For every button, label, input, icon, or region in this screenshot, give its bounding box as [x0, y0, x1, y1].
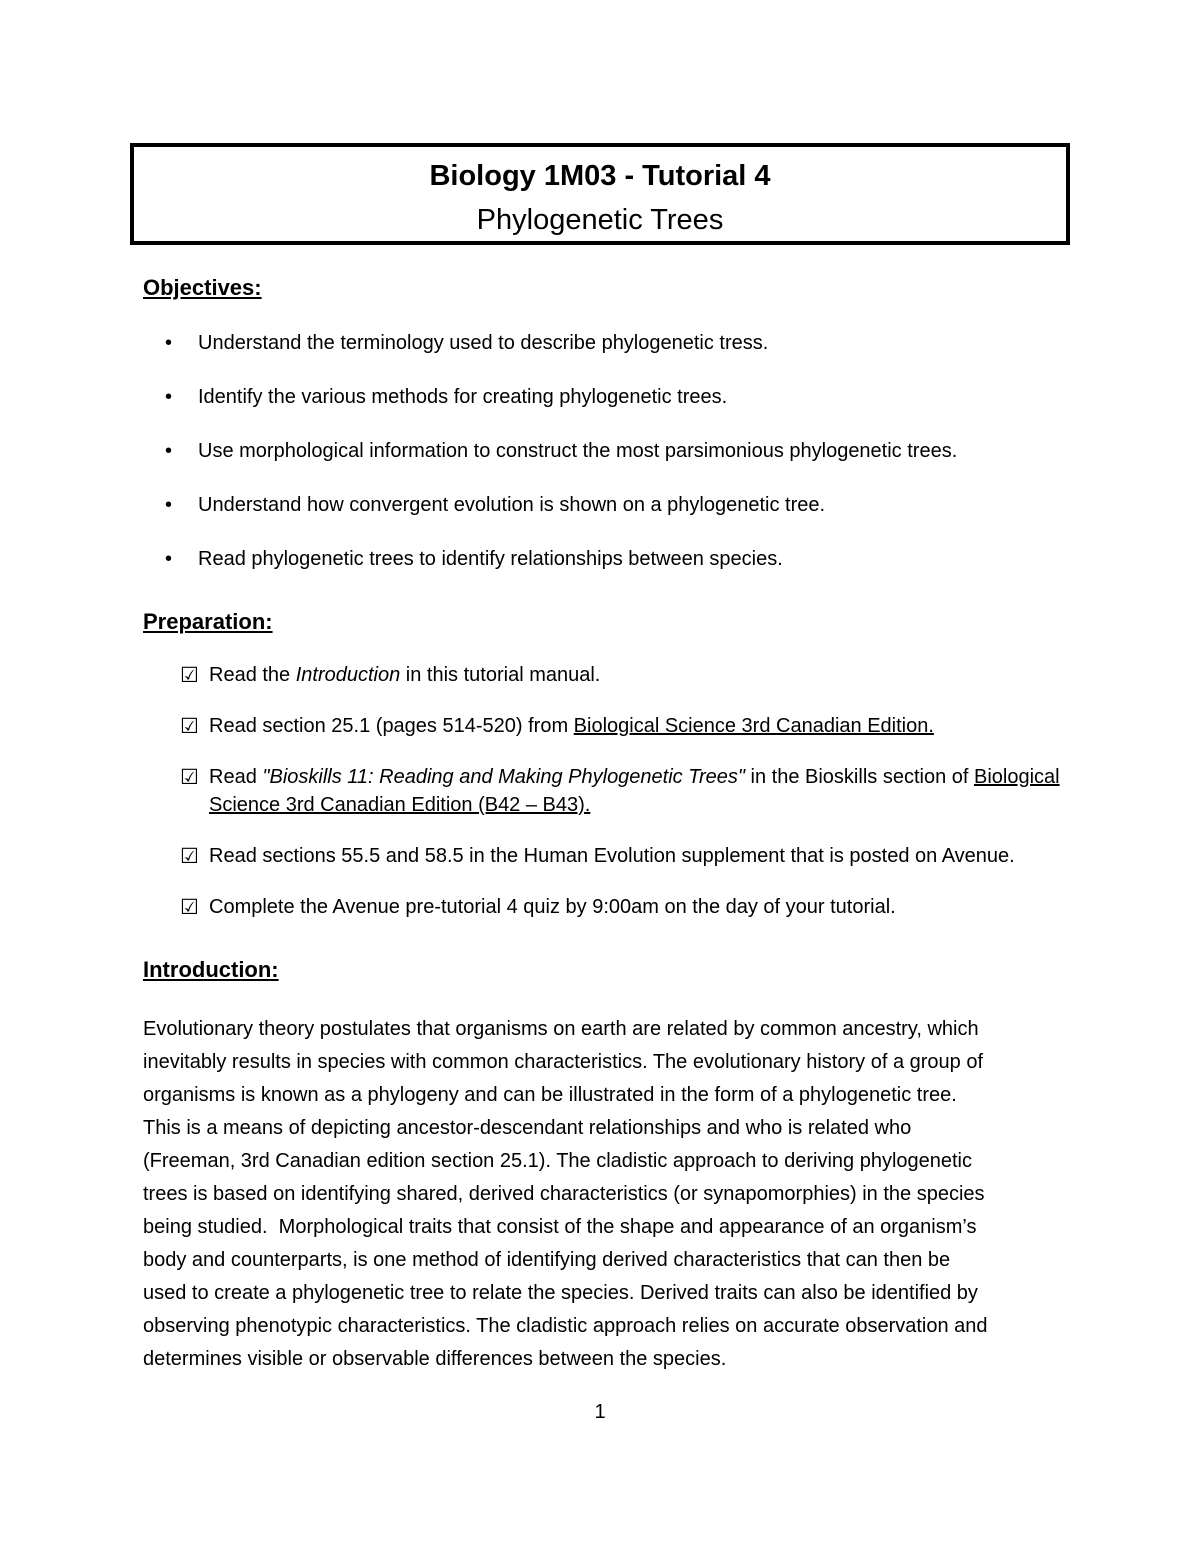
preparation-item-text: Read the	[209, 664, 296, 686]
introduction-line: Evolutionary theory postulates that organisms on earth are related by common ancestry, which	[143, 1018, 979, 1040]
introduction-line: (Freeman, 3rd Canadian edition section 25.1). The cladistic approach to deriving phylogenetic	[143, 1150, 973, 1172]
bullet-icon: •	[165, 548, 173, 570]
preparation-item-text: Read sections 55.5 and 58.5 in the Human Evolution supplement that is posted on Avenue.	[209, 845, 1015, 867]
preparation-item-text: "Bioskills 11: Reading and Making Phylogenetic Trees"	[262, 766, 745, 788]
introduction-heading: Introduction:	[143, 957, 279, 982]
introduction-line: observing phenotypic characteristics. The cladistic approach relies on accurate observation and	[143, 1315, 988, 1337]
document-content	[130, 143, 1070, 1426]
bullet-icon: •	[165, 440, 173, 462]
page-number: 1	[594, 1401, 606, 1423]
preparation-item	[130, 661, 1070, 689]
preparation-item-text: Biological Science 3rd Canadian Edition.	[573, 715, 934, 737]
bullet-icon: •	[165, 494, 173, 516]
introduction-line: body and counterparts, is one method of identifying derived characteristics that can then be	[143, 1249, 951, 1271]
objective-item-text: Read phylogenetic trees to identify relationships between species.	[198, 548, 783, 570]
checked-checkbox-icon: ☑	[180, 765, 199, 789]
checked-checkbox-icon: ☑	[180, 663, 199, 687]
preparation-item	[130, 842, 1070, 870]
title-box	[130, 143, 1070, 245]
document-title: Biology 1M03 - Tutorial 4	[429, 160, 771, 192]
objective-item	[130, 383, 1070, 411]
preparation-item-text: Read section 25.1 (pages 514-520) from	[209, 715, 574, 737]
introduction-paragraph	[130, 1013, 1070, 1376]
introduction-line: trees is based on identifying shared, derived characteristics (or synapomorphies) in the species	[143, 1183, 985, 1205]
preparation-item	[130, 893, 1070, 921]
objective-item	[130, 437, 1070, 465]
objective-item-text: Identify the various methods for creating phylogenetic trees.	[198, 386, 728, 408]
preparation-item-text: in this tutorial manual.	[400, 664, 601, 686]
preparation-item-text: Biological Science 3rd Canadian Edition (B42 – B43).	[209, 766, 1060, 816]
introduction-line: being studied. Morphological traits that consist of the shape and appearance of an organism’s	[143, 1216, 977, 1238]
introduction-line: determines visible or observable differences between the species.	[143, 1348, 727, 1370]
objective-item-text: Use morphological information to construct the most parsimonious phylogenetic trees.	[198, 440, 958, 462]
objective-item-text: Understand how convergent evolution is shown on a phylogenetic tree.	[198, 494, 826, 516]
introduction-line: organisms is known as a phylogeny and can be illustrated in the form of a phylogenetic tree.	[143, 1084, 957, 1106]
preparation-item-text: Introduction	[295, 664, 401, 686]
objectives-heading: Objectives:	[143, 275, 262, 300]
objective-item	[130, 491, 1070, 519]
checked-checkbox-icon: ☑	[180, 895, 199, 919]
preparation-checklist	[130, 661, 1070, 921]
preparation-item-text: Read	[209, 766, 263, 788]
preparation-item	[130, 763, 1070, 819]
bullet-icon: •	[165, 332, 173, 354]
preparation-item	[130, 712, 1070, 740]
objective-item	[130, 545, 1070, 573]
document-subtitle: Phylogenetic Trees	[476, 204, 724, 236]
checked-checkbox-icon: ☑	[180, 714, 199, 738]
introduction-line: This is a means of depicting ancestor-descendant relationships and who is related who	[143, 1117, 912, 1139]
objective-item	[130, 329, 1070, 357]
objective-item-text: Understand the terminology used to describe phylogenetic tress.	[198, 332, 769, 354]
objectives-list	[130, 329, 1070, 573]
preparation-item-text: in the Bioskills section of	[744, 766, 974, 788]
introduction-line: used to create a phylogenetic tree to relate the species. Derived traits can also be identified by	[143, 1282, 978, 1304]
checked-checkbox-icon: ☑	[180, 844, 199, 868]
preparation-item-text: Complete the Avenue pre-tutorial 4 quiz by 9:00am on the day of your tutorial.	[209, 896, 896, 918]
introduction-line: inevitably results in species with common characteristics. The evolutionary history of a group of	[143, 1051, 984, 1073]
preparation-heading: Preparation:	[143, 609, 273, 634]
bullet-icon: •	[165, 386, 173, 408]
